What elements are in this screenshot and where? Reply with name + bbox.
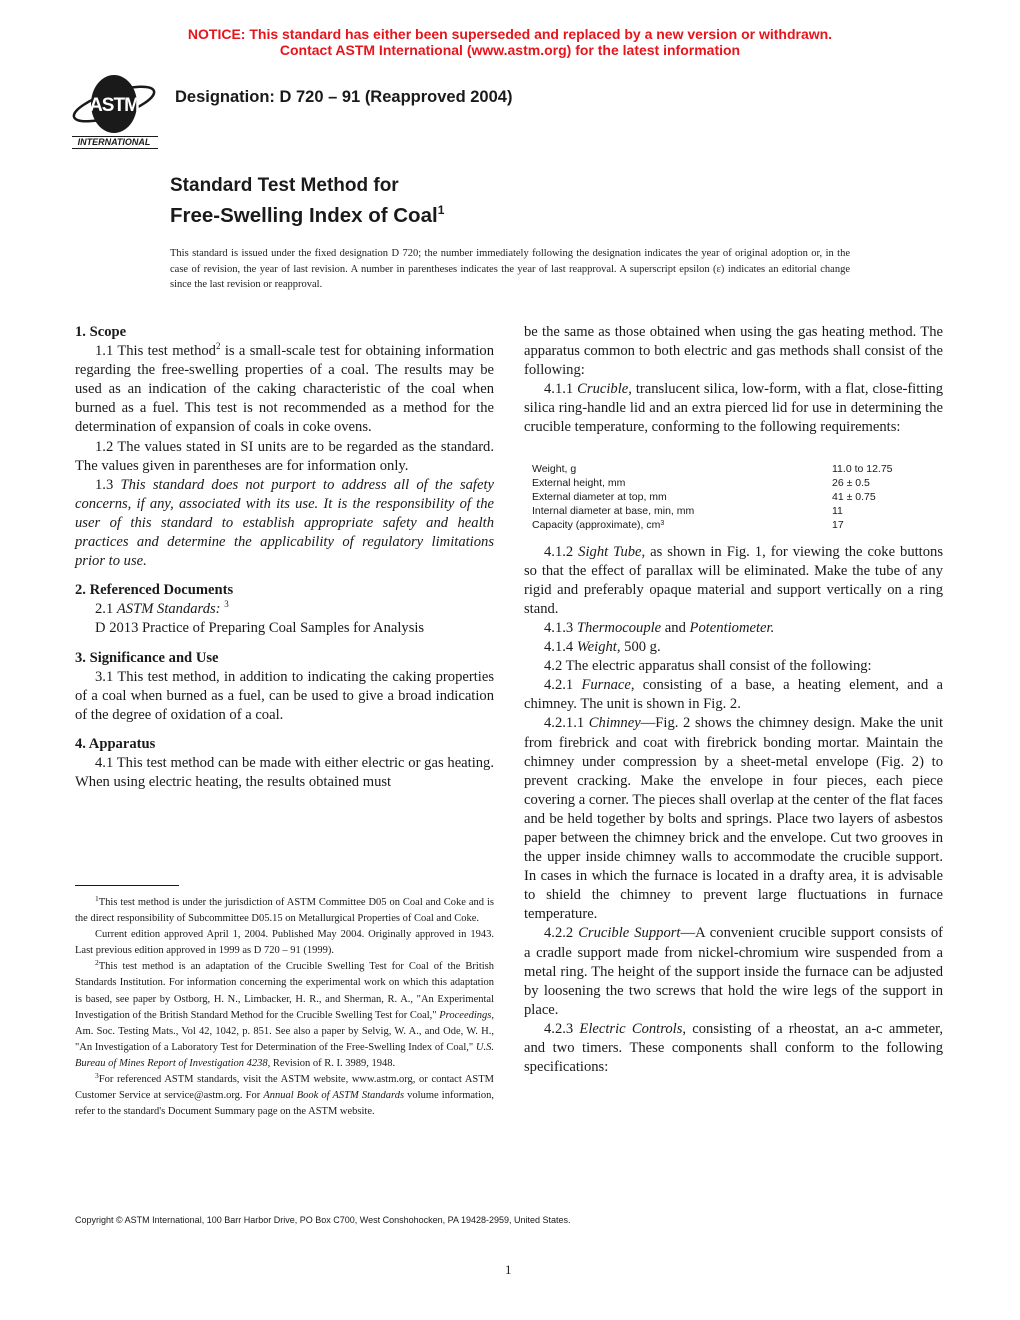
paragraph-4-1-3: 4.1.3 Thermocouple and Potentiometer. xyxy=(544,619,775,636)
footnote-2: $^2$This test method is an adaptation of the Crucible Swelling Test for Coal of the British Standards Institution. For information concerning the experimental work on which this adaptation is based, see paper by Ostborg, H. N., Limbacker, H. R., and Sherman, R. A., "An Experimental Investigation of the British Standard Method for the Crucible Swelling Test for Coal," Proceedings, Am. Soc. Testing Mats., Vol 42, 1042, p. 851. See also a paper by Selvig, W. A., and Ode, W. H., "An Investigation of a Laboratory Test for Determination of the Free-Swelling Index of Coal," U.S. Bureau of Mines Report of Investigation 4238, Revision of R. I. 3989, 1948. xyxy=(75,958,494,1069)
crucible-requirements-table xyxy=(532,462,932,532)
section-heading-apparatus: 4. Apparatus xyxy=(75,735,156,752)
astm-international-logo-icon xyxy=(66,74,162,150)
property-cell: External diameter at top, mm xyxy=(532,491,667,504)
footnote-ref[interactable]: 1 xyxy=(437,203,445,217)
footnote-3: $^3$For referenced ASTM standards, visit the ASTM website, www.astm.org, or contact ASTM Customer Service at service@astm.org. For Annual Book of ASTM Standards volume information, refer to the standard's Document Summary page on the ASTM website. xyxy=(75,1071,494,1118)
supersession-notice xyxy=(0,26,1020,58)
table-row xyxy=(532,462,932,476)
table-row xyxy=(532,518,932,532)
document-title xyxy=(170,175,444,229)
paragraph-1-2: 1.2 The values stated in SI units are to be regarded as the standard. The values given in parentheses are for information only. xyxy=(75,438,494,474)
table-row xyxy=(532,476,932,490)
page-number: 1 xyxy=(505,1262,512,1277)
paragraph-4-1-2: 4.1.2 Sight Tube, as shown in Fig. 1, for viewing the coke buttons so that the effect of parallax will be eliminated. Make the tube of any rigid and preferably opaque material and support vertically on a ring stand. xyxy=(524,543,943,617)
value-cell: 17 xyxy=(832,519,844,532)
footnote-1: $^1$This test method is under the jurisdiction of ASTM Committee D05 on Coal and Coke and is the direct responsibility of Subcommittee D05.15 on Metallurgical Properties of Coal and Coke. xyxy=(75,894,494,925)
paragraph-4-2-1-1: 4.2.1.1 Chimney—Fig. 2 shows the chimney design. Make the unit from firebrick and coat with firebrick bonding mortar. Maintain the chimney under compression by a sheet-metal envelope (Fig. 2) to prevent cracking. Make the envelope in four pieces, each piece covering a corner. The pieces shall overlap at the center of the flat faces and be held together by bolts and springs. Place two layers of asbestos paper between the chimney brick and the envelope. Cut two grooves in the upper inside chimney walls to accommodate the crucible support. In cases in which the furnace is located in a drafty area, it is advisable to shield the chimney to prevent large fluctuations in furnace temperature. xyxy=(524,715,944,923)
value-cell: 11.0 to 12.75 xyxy=(832,463,893,475)
footnote-ref[interactable]: 2 xyxy=(215,341,221,352)
footnote-divider xyxy=(75,885,179,886)
paragraph-1-3: 1.3 This standard does not purport to address all of the safety concerns, if any, associated with its use. It is the responsibility of the user of this standard to establish appropriate safety and health practices and determine the applicability of regulatory limitations prior to use. xyxy=(75,476,494,570)
property-cell: Internal diameter at base, min, mm xyxy=(532,505,695,518)
copyright-line: Copyright © ASTM International, 100 Barr Harbor Drive, PO Box C700, West Conshohocken, PA 19428-2959, United States. xyxy=(75,1215,571,1225)
value-cell: 11 xyxy=(832,505,843,518)
property-cell: Weight, g xyxy=(532,463,577,475)
paragraph-4-2-1: 4.2.1 Furnace, consisting of a base, a heating element, and a chimney. The unit is shown in Fig. 2. xyxy=(524,677,943,713)
paragraph-4-2: 4.2 The electric apparatus shall consist of the following: xyxy=(544,658,872,675)
paragraph-4-2-3: 4.2.3 Electric Controls, consisting of a rheostat, an a-c ammeter, and two timers. These components shall conform to the following specifications: xyxy=(524,1020,943,1076)
title-line-1: Standard Test Method for xyxy=(170,175,399,196)
value-cell: 26 ± 0.5 xyxy=(832,477,870,490)
issuance-note: This standard is issued under the fixed designation D 720; the number immediately following the designation indicates the year of original adoption or, in the case of revision, the year of last revision. A number in parentheses indicates the year of last reapproval. A superscript epsilon (ε) indicates an editorial change since the last revision or reapproval. xyxy=(170,248,850,290)
table-row xyxy=(532,490,932,504)
footnote-ref[interactable]: 3 xyxy=(224,599,229,610)
svg-text:ASTM: ASTM xyxy=(89,95,139,116)
section-heading-referenced-documents: 2. Referenced Documents xyxy=(75,582,234,599)
table-row xyxy=(532,504,932,518)
designation: Designation: D 720 – 91 (Reapproved 2004) xyxy=(175,88,513,106)
value-cell: 41 ± 0.75 xyxy=(832,491,876,504)
notice-line-2: Contact ASTM International (www.astm.org) for the latest information xyxy=(279,42,741,58)
left-column xyxy=(75,323,494,792)
footnote-1-edition: Current edition approved April 1, 2004. Published May 2004. Originally approved in 1943. Last previous edition approved in 1999 as D 720 – 91 (1999). xyxy=(75,929,494,957)
footnotes xyxy=(75,895,494,1120)
section-heading-significance: 3. Significance and Use xyxy=(75,649,219,666)
paragraph-4-1: 4.1 This test method can be made with either electric or gas heating. When using electric heating, the results obtained must xyxy=(75,754,494,791)
right-column xyxy=(524,323,943,1077)
paragraph-2-1: 2.1 ASTM Standards: $^3$ xyxy=(95,599,229,618)
section-heading-scope: 1. Scope xyxy=(75,324,127,340)
referenced-document-d2013[interactable]: D 2013 Practice of Preparing Coal Samples for Analysis xyxy=(95,620,425,637)
paragraph-3-1: 3.1 This test method, in addition to indicating the caking properties of a coal when burned as a fuel, can be used to give a broad indication of the degree of oxidation of a coal. xyxy=(75,668,494,723)
property-cell: Capacity (approximate), $cm^3$ xyxy=(532,519,665,532)
notice-line-1: NOTICE: This standard has either been superseded and replaced by a new version or withdrawn. xyxy=(187,26,833,42)
logo-text: INTERNATIONAL xyxy=(77,137,151,147)
property-cell: External height, mm xyxy=(532,477,626,490)
paragraph-4-1-4: 4.1.4 Weight, 500 g. xyxy=(544,639,661,656)
paragraph-4-2-2: 4.2.2 Crucible Support—A convenient crucible support consists of a cradle support made from nickel-chromium wire suspended from a metal ring. The height of the support inside the furnace can be adjusted by loosening the two screws that hold the wire legs of the support in place. xyxy=(524,925,943,1018)
title-line-2: Free-Swelling Index of Coal$^1$ xyxy=(170,203,445,227)
paragraph-1-1: 1.1 This test method$^2$ is a small-scale test for obtaining information regarding the free-swelling properties of a coal. The results may be used as an indication of the caking characteristic of the coal when burned as a fuel. This test is not recommended as a method for the determination of expansion of coals in coke ovens. xyxy=(75,341,494,436)
paragraph-4-1-continued: be the same as those obtained when using the gas heating method. The apparatus common to both electric and gas methods shall consist of the following: xyxy=(524,324,943,379)
paragraph-4-1-1: 4.1.1 Crucible, translucent silica, low-form, with a flat, close-fitting silica ring-handle lid and an extra pierced lid for use in determining the crucible temperature, conforming to the following requirements: xyxy=(524,381,943,436)
